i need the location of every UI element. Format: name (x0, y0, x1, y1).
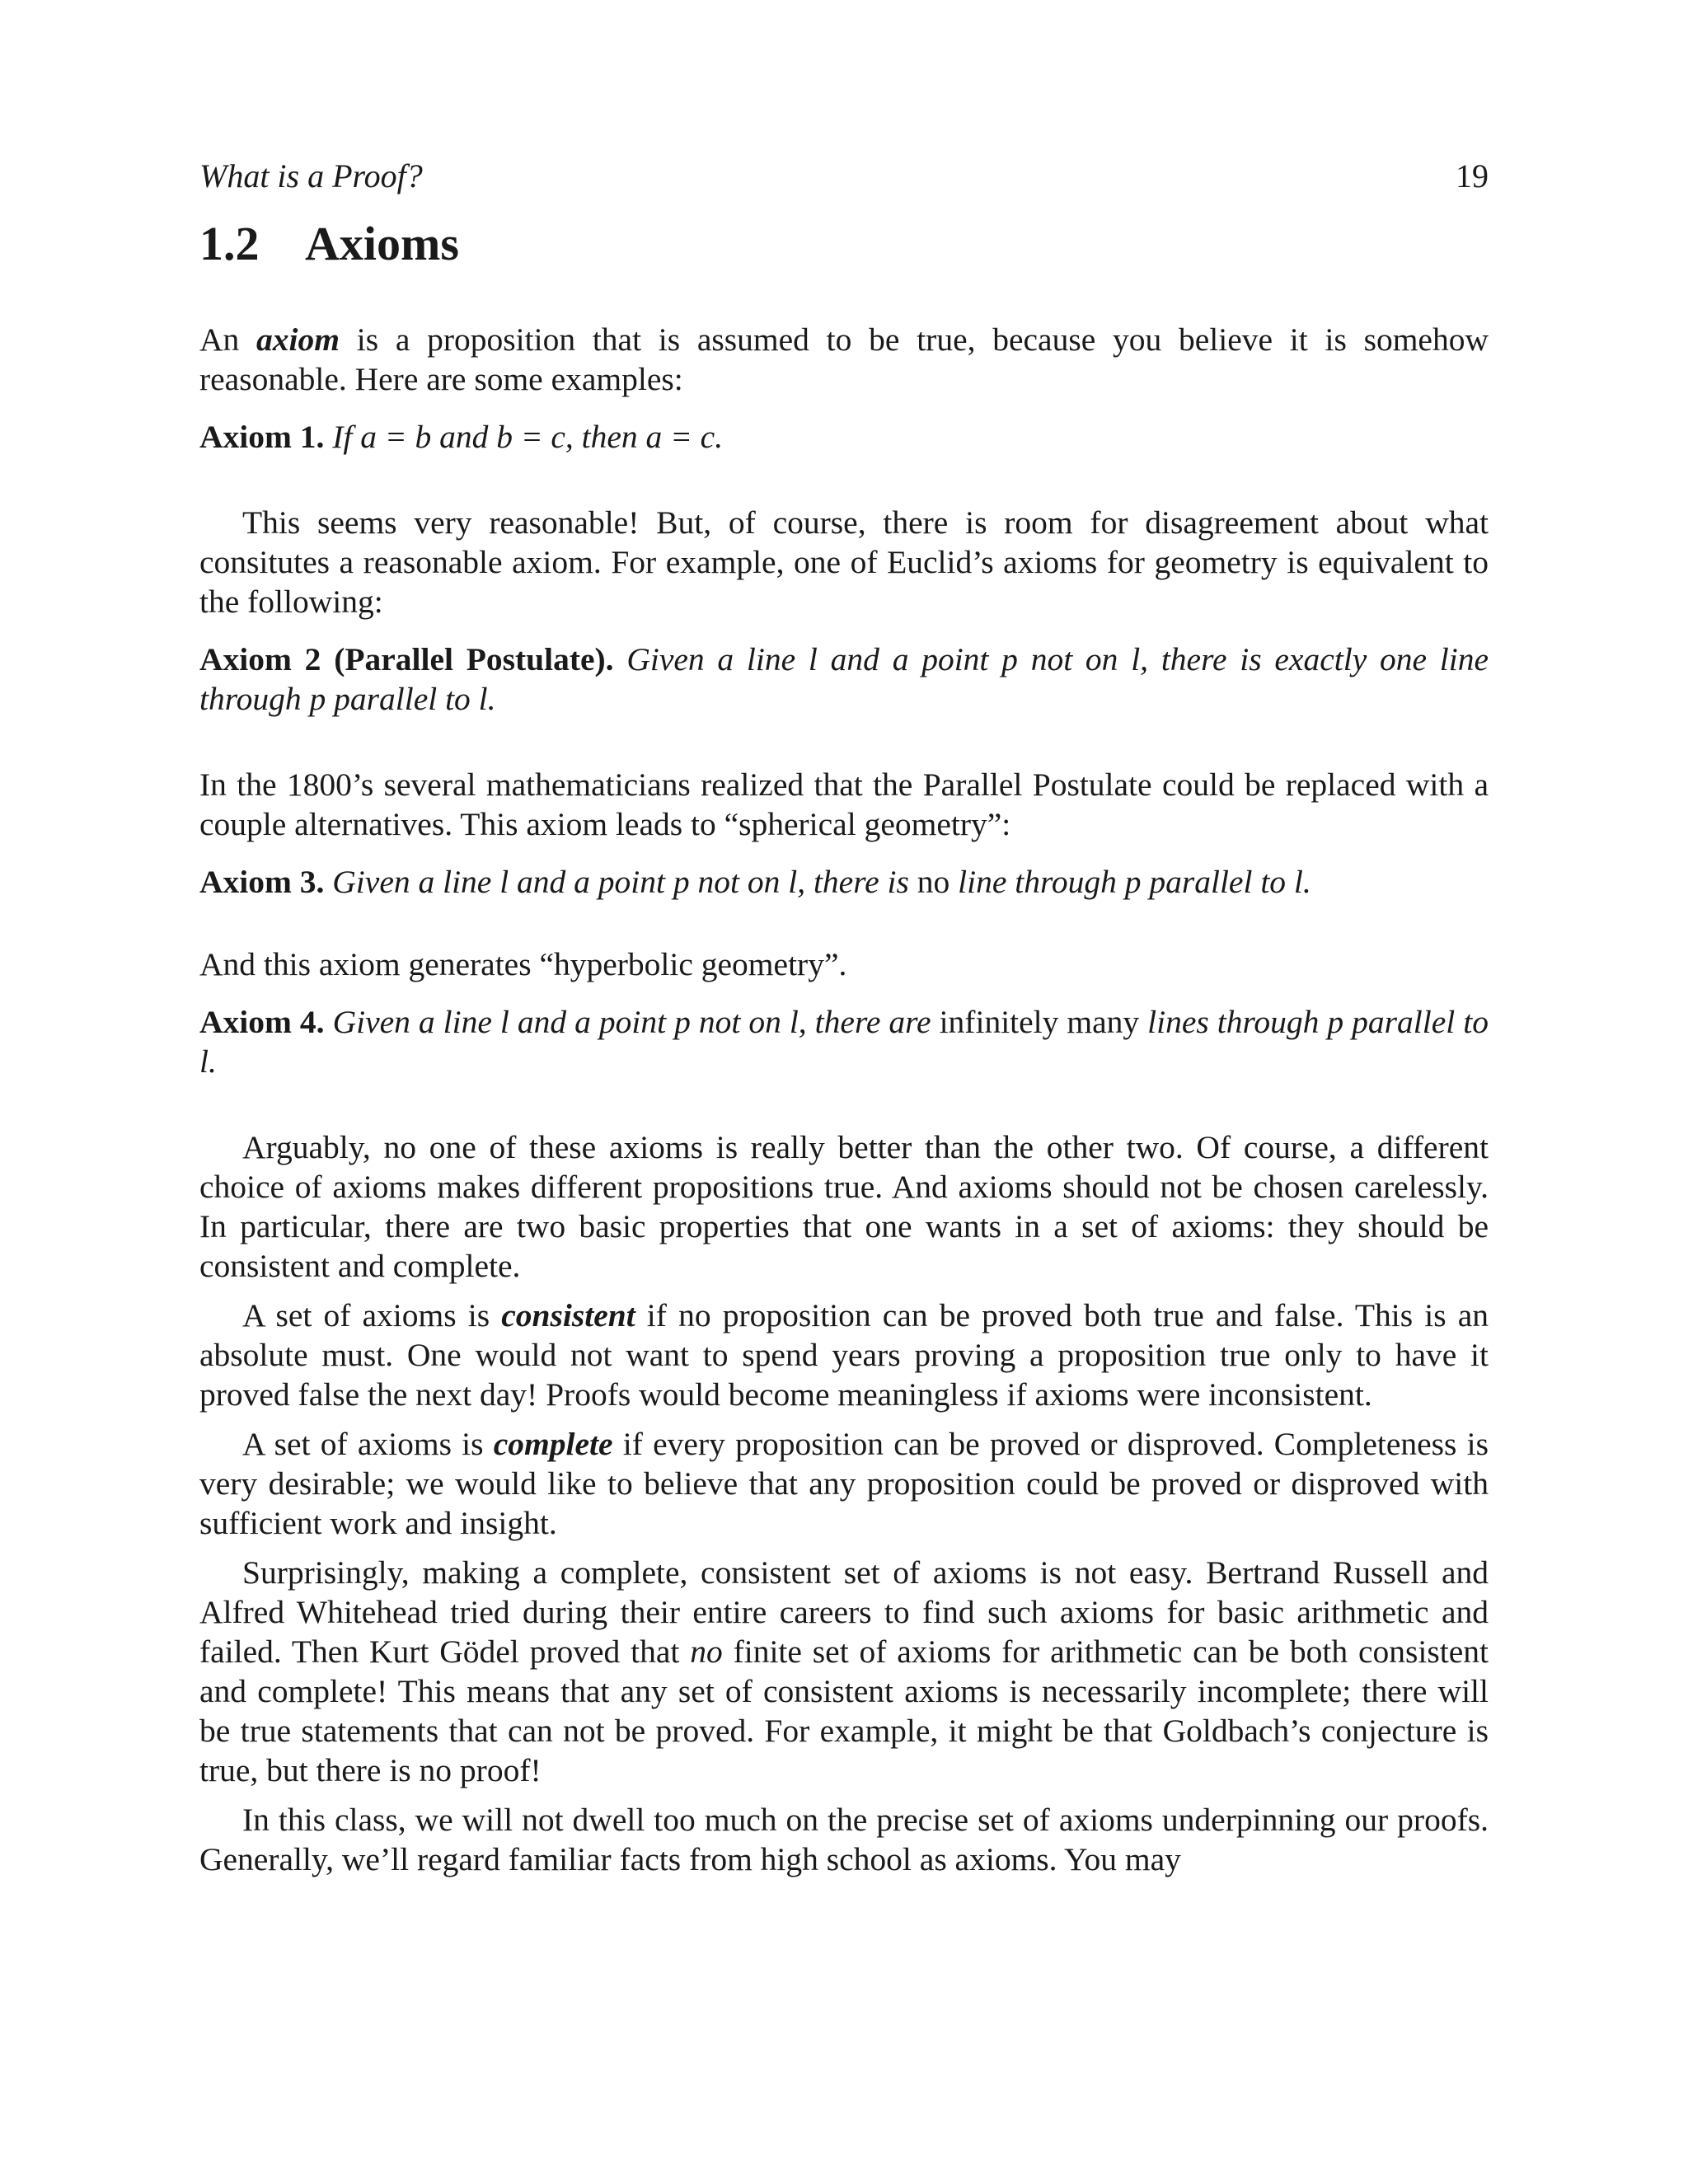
axiom-2-label: Axiom 2 (Parallel Postulate). (199, 641, 614, 677)
page-number: 19 (1456, 157, 1489, 194)
body-text (199, 320, 1489, 1879)
complete-pre: A set of axioms is (242, 1426, 494, 1462)
intro-paragraph (199, 320, 1489, 399)
section-heading (199, 216, 459, 271)
axiom-3-text-c: line through p parallel to l. (958, 864, 1311, 900)
axiom-1-label: Axiom 1. (199, 419, 325, 455)
axiom-1 (199, 417, 1489, 457)
term-axiom: axiom (256, 321, 340, 358)
term-consistent: consistent (501, 1297, 635, 1333)
axiom-4 (199, 1002, 1489, 1081)
axiom-3-text-a: Given a line l and a point p not on l, there is (332, 864, 909, 900)
axiom-4-label: Axiom 4. (199, 1004, 325, 1040)
consistent-pre: A set of axioms is (242, 1297, 502, 1333)
running-header-title: What is a Proof? (199, 157, 423, 194)
axiom-4-text-b: infinitely many (931, 1004, 1148, 1040)
axiom-4-text-c: lines through p parallel to l. (199, 1004, 1489, 1080)
paragraph-hyperbolic: And this axiom generates “hyperbolic geometry”. (199, 946, 847, 982)
axiom-1-text: If a = b and b = c, then a = c. (332, 419, 724, 455)
emphasis-no: no (690, 1633, 723, 1670)
axiom-4-text-a: Given a line l and a point p not on l, there are (332, 1004, 931, 1040)
paragraph-surprisingly (199, 1553, 1489, 1790)
consistent-post: if no proposition can be proved both true and false. This is an absolute must. One would not want to spend years proving a proposition true only to have it proved false the next day! Proofs would become meaningless if axioms were inconsistent. (199, 1297, 1489, 1413)
paragraph-complete (199, 1424, 1489, 1543)
paragraph-arguably: Arguably, no one of these axioms is really better than the other two. Of course, a different choice of axioms makes different propositions true. And axioms should not be chosen carelessly. In particular, there are two basic properties that one wants in a set of axioms: they should be consistent and complete. (199, 1129, 1489, 1284)
axiom-3-text-b: no (908, 864, 959, 900)
paragraph-class: In this class, we will not dwell too much on the precise set of axioms underpinning our proofs. Generally, we’ll regard familiar facts from high school as axioms. You may (199, 1802, 1489, 1877)
section-title: Axioms (305, 217, 459, 270)
paragraph-1800s: In the 1800’s several mathematicians realized that the Parallel Postulate could be replaced with a couple alternatives. This axiom leads to “spherical geometry”: (199, 766, 1489, 842)
axiom-2 (199, 640, 1489, 719)
paragraph-reasonable: This seems very reasonable! But, of course, there is room for disagreement about what consitutes a reasonable axiom. For example, one of Euclid’s axioms for geometry is equivalent to the following: (199, 504, 1489, 620)
term-complete: complete (493, 1426, 613, 1462)
axiom-3 (199, 862, 1489, 902)
paragraph-consistent (199, 1296, 1489, 1414)
axiom-2-text: Given a line l and a point p not on l, there is exactly one line through p parallel to l. (199, 641, 1489, 717)
axiom-3-label: Axiom 3. (199, 864, 325, 900)
intro-post: is a proposition that is assumed to be true, because you believe it is somehow reasonable. Here are some examples: (199, 321, 1489, 397)
complete-post: if every proposition can be proved or disproved. Completeness is very desirable; we would like to believe that any proposition could be proved or disproved with sufficient work and insight. (199, 1426, 1489, 1541)
surprisingly-post: finite set of axioms for arithmetic can be both consistent and complete! This means that any set of consistent axioms is necessarily incomplete; there will be true statements that can not be proved. For example, it might be that Goldbach’s conjecture is true, but there is no proof! (199, 1633, 1489, 1788)
section-number: 1.2 (199, 217, 260, 270)
intro-pre: An (199, 321, 257, 358)
surprisingly-pre: Surprisingly, making a complete, consistent set of axioms is not easy. Bertrand Russell and Alfred Whitehead tried during their entire careers to find such axioms for basic arithmetic and failed. Then Kurt Gödel proved that (199, 1554, 1489, 1670)
